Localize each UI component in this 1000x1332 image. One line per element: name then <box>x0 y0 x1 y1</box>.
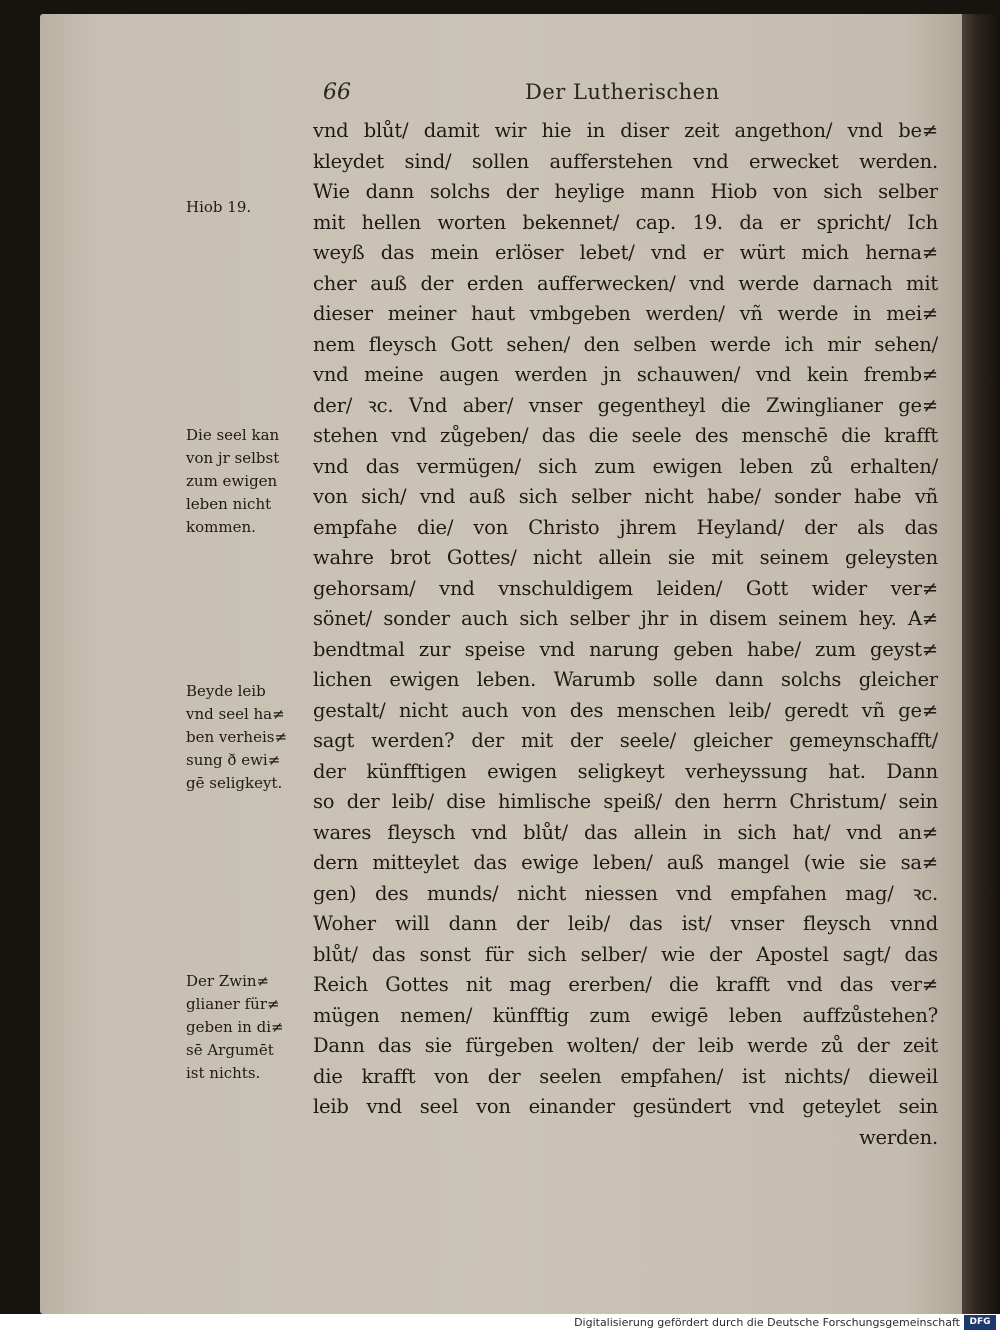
text-line: dieser meiner haut vmbgeben werden/ vñ werde in mei≠ <box>313 302 938 325</box>
footer-credit: Digitalisierung gefördert durch die Deutsche Forschungsgemeinschaft <box>574 1316 960 1329</box>
text-line: nem fleysch Gott sehen/ den selben werde ich mir sehen/ <box>313 332 938 356</box>
margin-note-line: ist nichts. <box>186 1064 261 1082</box>
margin-note-line: sung ð ewi≠ <box>186 751 281 769</box>
margin-note-line: ben verheis≠ <box>186 728 288 746</box>
text-line: von sich/ vnd auß sich selber nicht habe/ sonder habe vñ <box>313 485 938 508</box>
text-line: vnd blůt/ damit wir hie in diser zeit angethon/ vnd be≠ <box>313 119 938 142</box>
main-text-block <box>313 116 938 1153</box>
text-line: empfahe die/ von Christo jhrem Heyland/ der als das <box>313 515 938 539</box>
margin-note-line: sē Argumēt <box>186 1041 274 1059</box>
margin-note-line: vnd seel ha≠ <box>186 705 285 723</box>
margin-note-hiob <box>186 196 311 219</box>
text-line: so der leib/ dise himlische speiß/ den herrn Christum/ sein <box>313 790 938 813</box>
text-line: mit hellen worten bekennet/ cap. 19. da er spricht/ Ich <box>313 210 938 234</box>
margin-note-line: gē seligkeyt. <box>186 774 283 792</box>
margin-note-line: glianer für≠ <box>186 995 280 1013</box>
text-line: blůt/ das sonst für sich selber/ wie der Apostel sagt/ das <box>313 942 938 966</box>
margin-note-line: von jr selbst <box>186 449 280 467</box>
margin-note-line: Beyde leib <box>186 682 266 700</box>
text-line: kleydet sind/ sollen aufferstehen vnd erwecket werden. <box>313 149 938 173</box>
text-line: gehorsam/ vnd vnschuldigem leiden/ Gott wider ver≠ <box>313 576 938 600</box>
margin-note-line: geben in di≠ <box>186 1018 284 1036</box>
margin-note-seel <box>186 424 311 539</box>
margin-note-line: zum ewigen <box>186 472 278 490</box>
text-line: stehen vnd zůgeben/ das die seele des menschē die krafft <box>313 424 938 447</box>
text-line: sönet/ sonder auch sich selber jhr in disem seinem hey. A≠ <box>313 607 938 630</box>
margin-note-line: leben nicht <box>186 495 272 513</box>
text-line: Reich Gottes nit mag ererben/ die krafft vnd das ver≠ <box>313 973 938 996</box>
text-line: vnd das vermügen/ sich zum ewigen leben zů erhalten/ <box>313 454 938 478</box>
margin-note-line: kommen. <box>186 518 256 536</box>
margin-note-line: Die seel kan <box>186 426 280 444</box>
text-line: cher auß der erden aufferwecken/ vnd werde darnach mit <box>313 271 938 295</box>
margin-note-line: Der Zwin≠ <box>186 972 270 990</box>
margin-note-line: Hiob 19. <box>186 198 252 216</box>
text-line: gestalt/ nicht auch von des menschen leib/ geredt vñ ge≠ <box>313 698 938 722</box>
text-line: Woher will dann der leib/ das ist/ vnser fleysch vnnd <box>313 912 938 935</box>
running-title: Der Lutherischen <box>525 80 720 104</box>
text-line: Wie dann solchs der heylige mann Hiob von sich selber <box>313 180 938 203</box>
text-line: dern mitteylet das ewige leben/ auß mangel (wie sie sa≠ <box>313 851 938 874</box>
text-line-catchword: werden. <box>859 1125 938 1149</box>
text-line: lichen ewigen leben. Warumb solle dann solchs gleicher <box>313 668 938 691</box>
page-number: 66 <box>323 80 351 105</box>
margin-note-leib-seel <box>186 680 311 795</box>
text-line: wahre brot Gottes/ nicht allein sie mit seinem geleysten <box>313 546 938 569</box>
text-line: mügen nemen/ künfftig zum ewigē leben auffzůstehen? <box>313 1003 938 1027</box>
text-line: wares fleysch vnd blůt/ das allein in sich hat/ vnd an≠ <box>313 820 938 844</box>
text-line: der/ ꝛc. Vnd aber/ vnser gegentheyl die Zwinglianer ge≠ <box>313 393 938 417</box>
text-line: die krafft von der seelen empfahen/ ist nichts/ dieweil <box>313 1064 938 1088</box>
text-line: gen) des munds/ nicht niessen vnd empfahen mag/ ꝛc. <box>313 881 938 905</box>
text-line: bendtmal zur speise vnd narung geben habe/ zum geyst≠ <box>313 637 938 661</box>
text-line: leib vnd seel von einander gesündert vnd geteylet sein <box>313 1095 938 1118</box>
text-line: sagt werden? der mit der seele/ gleicher gemeynschafft/ <box>313 729 938 752</box>
dfg-logo: DFG <box>964 1315 996 1330</box>
margin-note-zwinglianer <box>186 970 311 1085</box>
text-line: Dann das sie fürgeben wolten/ der leib werde zů der zeit <box>313 1034 938 1057</box>
text-line: weyß das mein erlöser lebet/ vnd er würt mich herna≠ <box>313 241 938 264</box>
book-spine-edge <box>962 14 1000 1314</box>
text-line: vnd meine augen werden jn schauwen/ vnd kein fremb≠ <box>313 363 938 386</box>
text-line: der künfftigen ewigen seligkeyt verheyssung hat. Dann <box>313 759 938 783</box>
